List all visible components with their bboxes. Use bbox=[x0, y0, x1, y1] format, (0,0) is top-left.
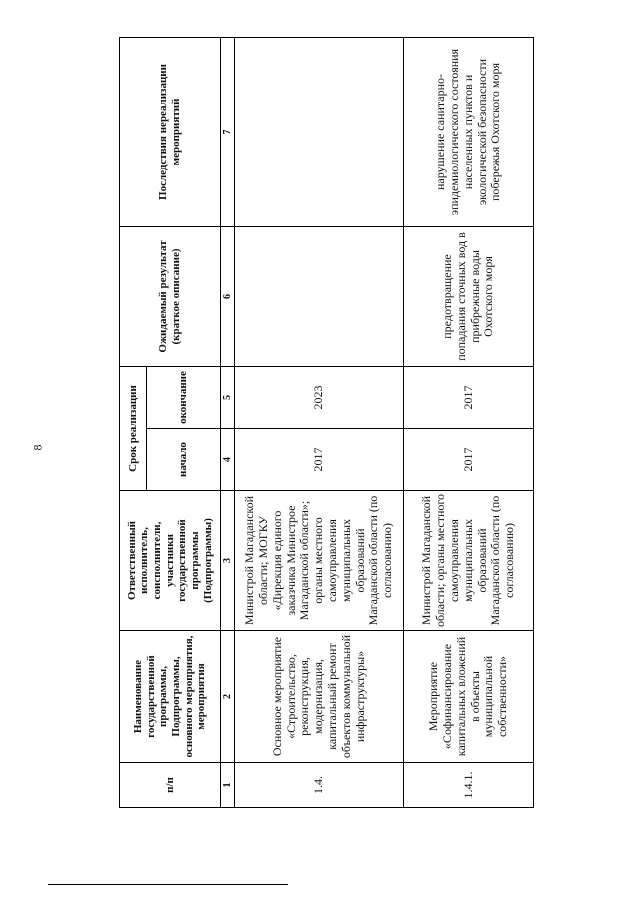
row-executor: Министрой Магаданской области; органы местного самоуправления муниципальных образований Магаданской области (по согласованию) bbox=[404, 491, 534, 631]
column-number: 4 bbox=[220, 429, 234, 491]
column-number: 2 bbox=[220, 631, 234, 763]
row-start: 2017 bbox=[235, 429, 404, 491]
header-end: окончание bbox=[147, 366, 221, 428]
header-executor: Ответственный исполнитель, соисполнители, участники государственной программы (Подпрограммы) bbox=[120, 491, 221, 631]
column-number: 5 bbox=[220, 366, 234, 428]
header-num: п/п bbox=[120, 763, 221, 808]
table-row bbox=[404, 37, 534, 807]
column-number: 1 bbox=[220, 763, 234, 808]
row-num: 1.4. bbox=[235, 763, 404, 808]
table-row bbox=[235, 37, 404, 807]
row-consequences: нарушение санитарно-эпидемиологического состояния населенных пунктов и экологической безопасности побережья Охотского моря bbox=[404, 37, 534, 226]
header-consequences: Последствия нереализации мероприятий bbox=[120, 37, 221, 226]
column-number: 3 bbox=[220, 491, 234, 631]
footer-line bbox=[48, 884, 288, 885]
header-start: начало bbox=[147, 429, 221, 491]
row-name: Мероприятие «Софинансирование капитальных вложений в объекты муниципальной собственности» bbox=[404, 631, 534, 763]
header-row-1 bbox=[120, 37, 147, 807]
row-name: Основное мероприятие «Строительство, реконструкция, модернизация, капитальный ремонт объектов коммунальной инфраструктуры» bbox=[235, 631, 404, 763]
column-number: 6 bbox=[220, 226, 234, 366]
header-name: Наименование государственной программы, Подпрограммы, основного мероприятия, мероприятия bbox=[120, 631, 221, 763]
row-executor: Министрой Магаданской области; МОГКУ «Дирекция единого заказчика Министрое Магаданской области»; органы местного самоуправления муниципальных образований Магаданской области (по согласованию) bbox=[235, 491, 404, 631]
header-result: Ожидаемый результат (краткое описание) bbox=[120, 226, 221, 366]
page-number: 8 bbox=[30, 444, 45, 451]
column-number: 7 bbox=[220, 37, 234, 226]
row-end: 2023 bbox=[235, 366, 404, 428]
header-term: Срок реализации bbox=[120, 366, 147, 490]
rotated-table-container bbox=[119, 38, 534, 808]
row-end: 2017 bbox=[404, 366, 534, 428]
column-numbers-row bbox=[220, 37, 234, 807]
row-consequences bbox=[235, 37, 404, 226]
row-result bbox=[235, 226, 404, 366]
row-num: 1.4.1. bbox=[404, 763, 534, 808]
program-table bbox=[119, 37, 534, 808]
row-result: предотвращение попадания сточных вод в прибрежные воды Охотского моря bbox=[404, 226, 534, 366]
row-start: 2017 bbox=[404, 429, 534, 491]
